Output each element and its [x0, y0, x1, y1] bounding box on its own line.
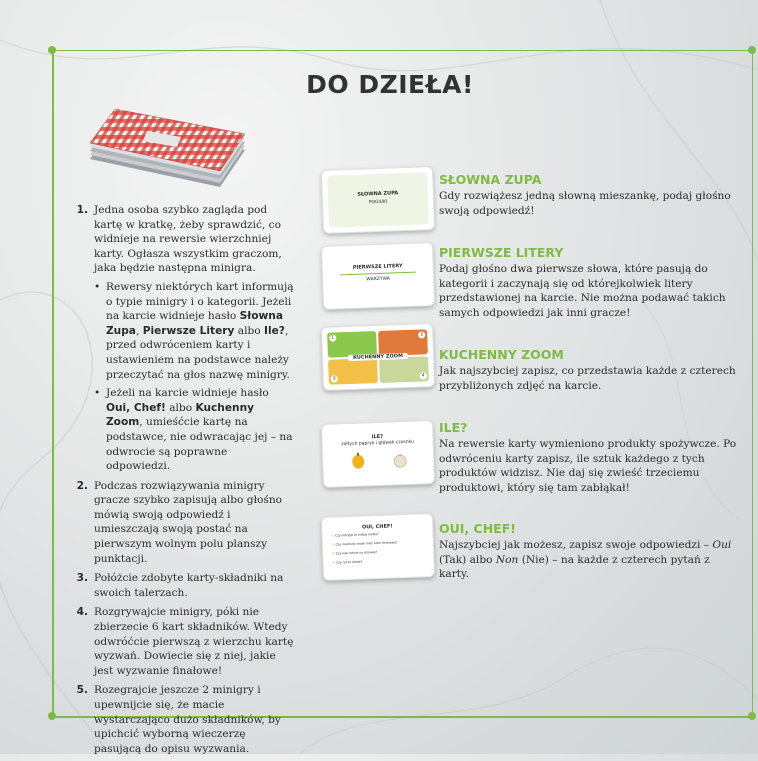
list-item [72, 605, 294, 678]
frame-left-rule [52, 50, 54, 716]
frame-corner-dot [748, 712, 756, 720]
frame-corner-dot [748, 46, 756, 54]
section-ile [439, 420, 739, 495]
bullet-item [94, 280, 294, 382]
frame-corner-dot [48, 46, 56, 54]
card-deck-illustration [85, 95, 250, 195]
section-text: Podaj głośno dwa pierwsze słowa, które pasują do kategorii i zaczynają się od którejkolwiek litery przedstawionej na karcie. Nie można podawać takich samych odpowiedzi jak inni gracze! [439, 263, 726, 319]
step-number: 1. [76, 204, 88, 216]
section-oui-chef [439, 521, 739, 582]
list-item [72, 479, 294, 567]
section-heading: SŁOWNA ZUPA [439, 172, 542, 187]
section-kuchenny-zoom [439, 347, 739, 393]
section-pierwsze-litery [439, 245, 739, 320]
step-number: 2. [76, 479, 88, 492]
section-text: Gdy rozwiążesz jedną słowną mieszankę, podaj głośno swoją odpowiedź! [439, 190, 731, 217]
list-item [72, 683, 294, 756]
section-heading: KUCHENNY ZOOM [439, 347, 564, 362]
frame-corner-dot [48, 712, 56, 720]
bullet-mark: • [94, 387, 101, 400]
step-number: 3. [76, 572, 88, 585]
section-heading: OUI, CHEF! [439, 521, 516, 536]
step-text: Rozgrywajcie minigry, póki nie zbierzecie 6 kart składników. Wtedy odwróćcie pierwszą z wierzchu kartę wyzwań. Dowiecie się z niej, jakie jest wyzwanie finałowe! [94, 606, 294, 677]
step-number: 5. [76, 684, 88, 697]
card-pierwsze-litery: PIERWSZE LITERY WARZYWA [321, 242, 435, 310]
list-item [72, 571, 294, 600]
bullet-text: Jeżeli na karcie widnieje hasło Oui, Chef! albo Kuchenny Zoom, umieśćcie kartę na podstawce, nie odwracając jej – na odwrocie są poprawne odpowiedzi. [106, 387, 293, 473]
step-text: Połóżcie zdobyte karty-składniki na swoich talerzach. [94, 572, 284, 599]
bullet-text: Rewersy niektórych kart informują o typie minigry i o kategorii. Jeżeli na karcie widnieje hasło Słowna Zupa, Pierwsze Litery albo Ile?, przed odwróceniem karty i ustawieniem na podstawce należy przeczytać na głos nazwę minigry. [106, 280, 294, 381]
step-text: Jedna osoba szybko zagląda pod kartę w kratkę, żeby sprawdzić, co widnieje na rewersie wierzchniej karty. Ogłasza wszystkim graczom, jaka będzie następna minigra. [94, 204, 282, 275]
bullet-mark: • [94, 280, 101, 293]
section-slowna-zupa [439, 172, 739, 218]
section-heading: ILE? [439, 420, 468, 435]
section-heading: PIERWSZE LITERY [439, 245, 564, 260]
step-number: 4. [76, 606, 88, 619]
section-text: Jak najszybciej zapisz, co przedstawia każde z czterech przybliżonych zdjęć na karcie. [439, 365, 736, 392]
step-text: Podczas rozwiązywania minigry gracze szybko zapisują albo głośno mówią swoją odpowiedź i umieszczają swoją postać na pierwszym wolnym polu planszy punktacji. [94, 479, 283, 565]
list-item [72, 203, 294, 474]
step-text: Rozegrajcie jeszcze 2 minigry i upewnijcie się, że macie wystarczająco dużo składników, by upichcić wyborną wieczerzę pasującą do opisu wyzwania. [94, 684, 281, 755]
section-text: Najszybciej jak możesz, zapisz swoje odpowiedzi – Oui (Tak) albo Non (Nie) – na każde z czterech pytań z karty. [439, 539, 732, 580]
bullet-item [94, 386, 294, 474]
steps-list [72, 203, 294, 761]
card-slowna-zupa: SŁOWNA ZUPA POGIUKI [321, 166, 435, 234]
section-text: Na rewersie karty wymieniono produkty spożywcze. Po odwróceniu karty zapisz, ile sztuk każdego z tych produktów widzisz. Nie daj się zwieść trzeciemu produktowi, który się tam zabłąkał! [439, 438, 737, 494]
page-title: DO DZIEŁA! [306, 70, 474, 99]
card-ile: ILE? żółtych papryk i główek czosnku [321, 420, 435, 488]
pepper-garlic-icon [328, 444, 429, 473]
card-oui-chef: OUI, CHEF! ① Czy ostryga to rodzaj małża? ② Czy marchew może mieć kolor fioletowy? ③ Czy kiwi rośnie na drzewie? ④ Czy ryż to zboże? [321, 513, 435, 581]
card-kuchenny-zoom: 1 2 3 4 KUCHENNY ZOOM [321, 323, 435, 391]
